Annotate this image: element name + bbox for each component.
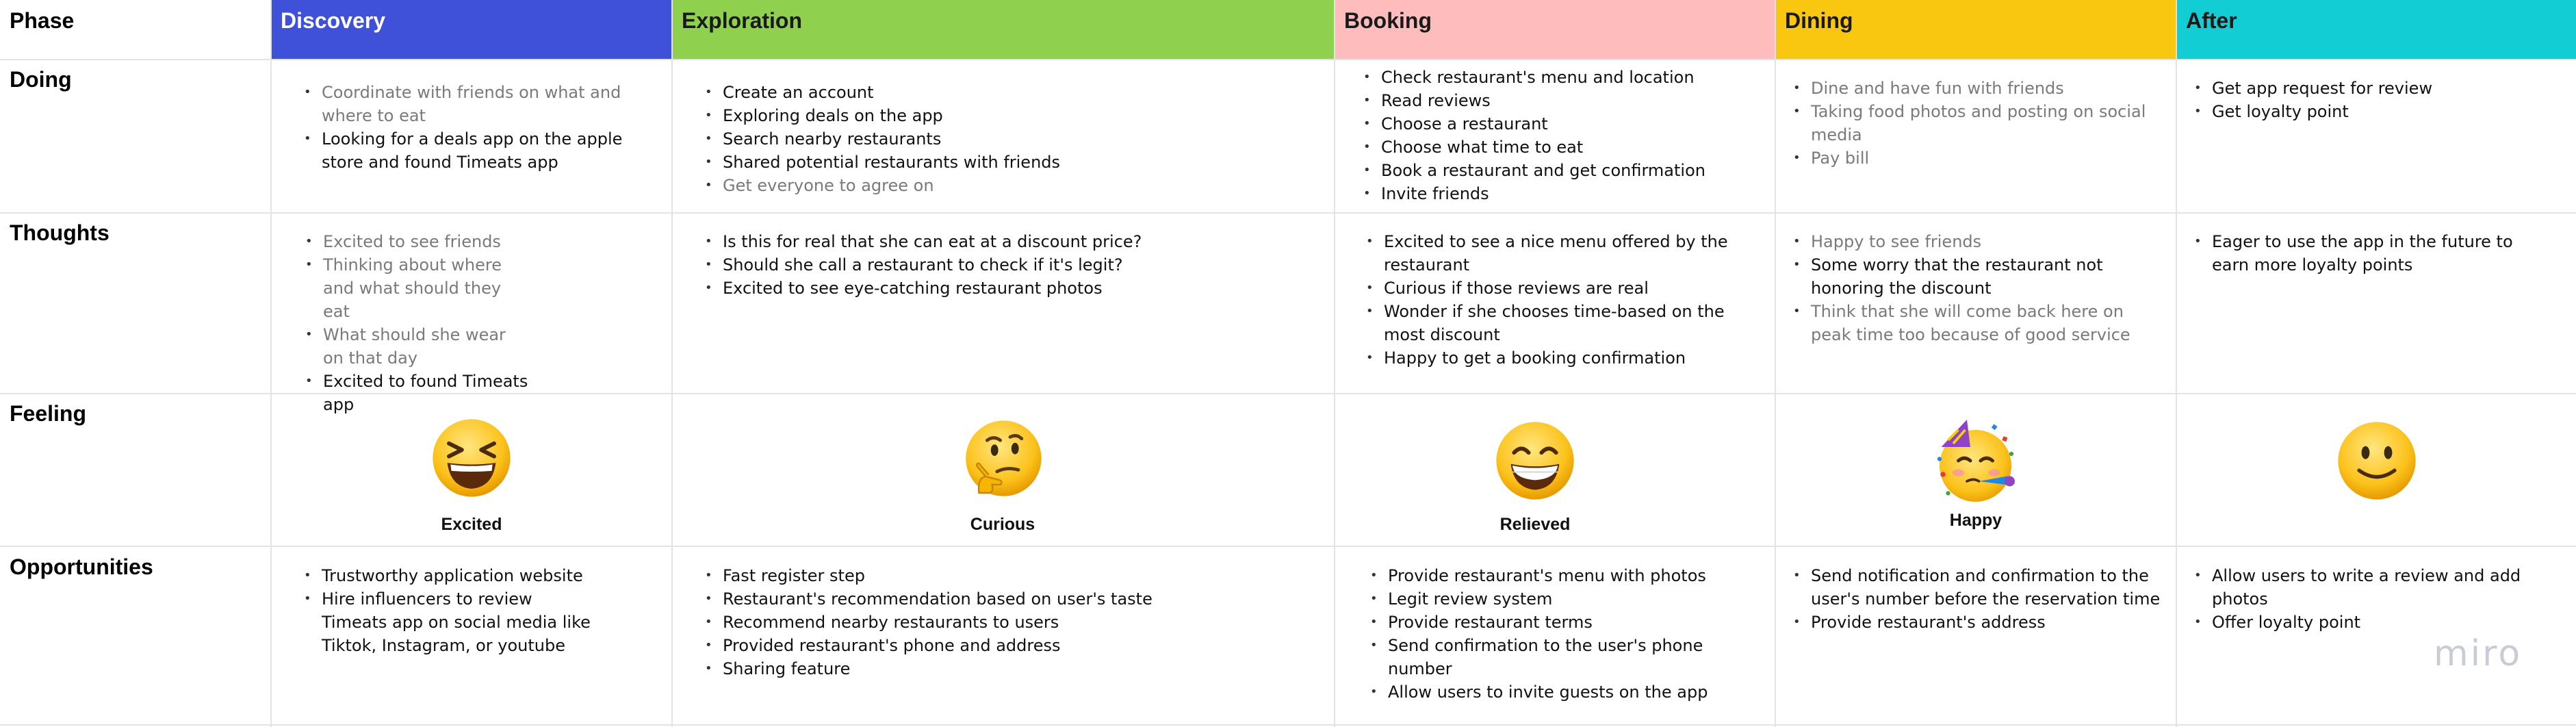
- opportunities-cell-discovery: [271, 564, 672, 723]
- list-item: • Eager to use the app in the future to earn more loyalty points: [2212, 230, 2549, 277]
- grinning-face-icon: [1495, 420, 1575, 501]
- list-item: • Excited to see friends: [323, 230, 528, 253]
- opportunities-cell-booking: [1335, 564, 1775, 723]
- list-item: • Excited to see eye-catching restaurant photos: [723, 277, 1335, 300]
- row-label-feeling: Feeling: [10, 401, 87, 426]
- squinting-face-icon: [431, 418, 512, 498]
- list-item: • Create an account: [723, 81, 1335, 104]
- list-item: • Curious if those reviews are real: [1384, 277, 1762, 300]
- list-item: • Shared potential restaurants with friends: [723, 151, 1335, 174]
- thoughts-cell-discovery: [271, 230, 672, 414]
- list-item: • Trustworthy application website: [322, 564, 602, 587]
- list-item: • Choose what time to eat: [1381, 136, 1775, 159]
- thoughts-cell-after: [2176, 230, 2576, 392]
- list-item: • Excited to found Timeats app: [323, 370, 528, 416]
- doing-cell-exploration: [672, 81, 1335, 211]
- list-item: • Read reviews: [1381, 89, 1775, 112]
- grid-divider: [0, 546, 2576, 547]
- grid-divider: [0, 59, 2576, 60]
- list-item: • Hire influencers to review Timeats app on social media like Tiktok, Instagram, or youtube: [322, 587, 602, 657]
- row-label-opportunities: Opportunities: [10, 554, 153, 579]
- column-header-dining: Dining: [1775, 0, 2176, 59]
- list-item: • What should she wear on that day: [323, 323, 528, 370]
- list-item: • Send notification and confirmation to the user's number before the reservation time: [1811, 564, 2163, 611]
- list-item: • Allow users to invite guests on the app: [1388, 680, 1734, 704]
- list-item: • Pay bill: [1811, 146, 2163, 170]
- thinking-face-icon: [961, 419, 1043, 501]
- list-item: • Looking for a deals app on the apple store and found Timeats app: [322, 127, 658, 174]
- list-item: • Provide restaurant's address: [1811, 611, 2163, 634]
- feeling-label-happy: Happy: [1949, 511, 2002, 530]
- column-header-after: After: [2176, 0, 2576, 59]
- column-header-discovery: Discovery: [271, 0, 672, 59]
- grid-divider: [0, 724, 2576, 726]
- column-header-booking: Booking: [1335, 0, 1775, 59]
- list-item: • Choose a restaurant: [1381, 112, 1775, 136]
- opportunities-cell-exploration: [672, 564, 1335, 723]
- slightly-smiling-face-icon: [2336, 420, 2417, 501]
- list-item: • Offer loyalty point: [2212, 611, 2549, 634]
- thoughts-cell-exploration: [672, 230, 1335, 392]
- feeling-label-relieved: Relieved: [1499, 515, 1571, 534]
- list-item: • Get everyone to agree on: [723, 174, 1335, 197]
- feeling-label-curious: Curious: [970, 515, 1035, 534]
- doing-cell-discovery: [271, 81, 672, 211]
- list-item: • Search nearby restaurants: [723, 127, 1335, 151]
- list-item: • Some worry that the restaurant not honoring the discount: [1811, 253, 2163, 300]
- doing-cell-after: [2176, 77, 2576, 211]
- list-item: • Check restaurant's menu and location: [1381, 66, 1775, 89]
- list-item: • Get app request for review: [2212, 77, 2562, 100]
- row-label-doing: Doing: [10, 67, 72, 92]
- list-item: • Provide restaurant's menu with photos: [1388, 564, 1734, 587]
- doing-cell-dining: [1775, 77, 2176, 211]
- miro-watermark: miro: [2434, 633, 2523, 674]
- list-item: • Coordinate with friends on what and where to eat: [322, 81, 658, 127]
- list-item: • Fast register step: [723, 564, 1335, 587]
- list-item: • Exploring deals on the app: [723, 104, 1335, 127]
- list-item: • Excited to see a nice menu offered by the restaurant: [1384, 230, 1762, 277]
- column-header-exploration: Exploration: [672, 0, 1335, 59]
- opportunities-cell-dining: [1775, 564, 2176, 723]
- list-item: • Taking food photos and posting on social media: [1811, 100, 2163, 146]
- feeling-label-excited: Excited: [441, 515, 502, 534]
- list-item: • Restaurant's recommendation based on user's taste: [723, 587, 1335, 611]
- list-item: • Think that she will come back here on peak time too because of good service: [1811, 300, 2163, 346]
- list-item: • Sharing feature: [723, 657, 1335, 680]
- list-item: • Provide restaurant terms: [1388, 611, 1734, 634]
- row-label-thoughts: Thoughts: [10, 220, 110, 245]
- list-item: • Recommend nearby restaurants to users: [723, 611, 1335, 634]
- list-item: • Provided restaurant's phone and address: [723, 634, 1335, 657]
- list-item: • Wonder if she chooses time-based on the most discount: [1384, 300, 1762, 346]
- list-item: • Get loyalty point: [2212, 100, 2562, 123]
- phase-header: Phase: [10, 8, 75, 33]
- list-item: • Dine and have fun with friends: [1811, 77, 2163, 100]
- grid-divider: [0, 212, 2576, 214]
- list-item: • Invite friends: [1381, 182, 1775, 205]
- doing-cell-booking: [1335, 66, 1775, 211]
- thoughts-cell-dining: [1775, 230, 2176, 392]
- list-item: • Allow users to write a review and add photos: [2212, 564, 2549, 611]
- partying-face-icon: [1933, 418, 2022, 504]
- list-item: • Thinking about where and what should they eat: [323, 253, 528, 323]
- list-item: • Legit review system: [1388, 587, 1734, 611]
- list-item: • Book a restaurant and get confirmation: [1381, 159, 1775, 182]
- list-item: • Should she call a restaurant to check if it's legit?: [723, 253, 1335, 277]
- list-item: • Send confirmation to the user's phone number: [1388, 634, 1734, 680]
- thoughts-cell-booking: [1335, 230, 1775, 392]
- list-item: • Happy to see friends: [1811, 230, 2163, 253]
- list-item: • Happy to get a booking confirmation: [1384, 346, 1762, 370]
- list-item: • Is this for real that she can eat at a discount price?: [723, 230, 1335, 253]
